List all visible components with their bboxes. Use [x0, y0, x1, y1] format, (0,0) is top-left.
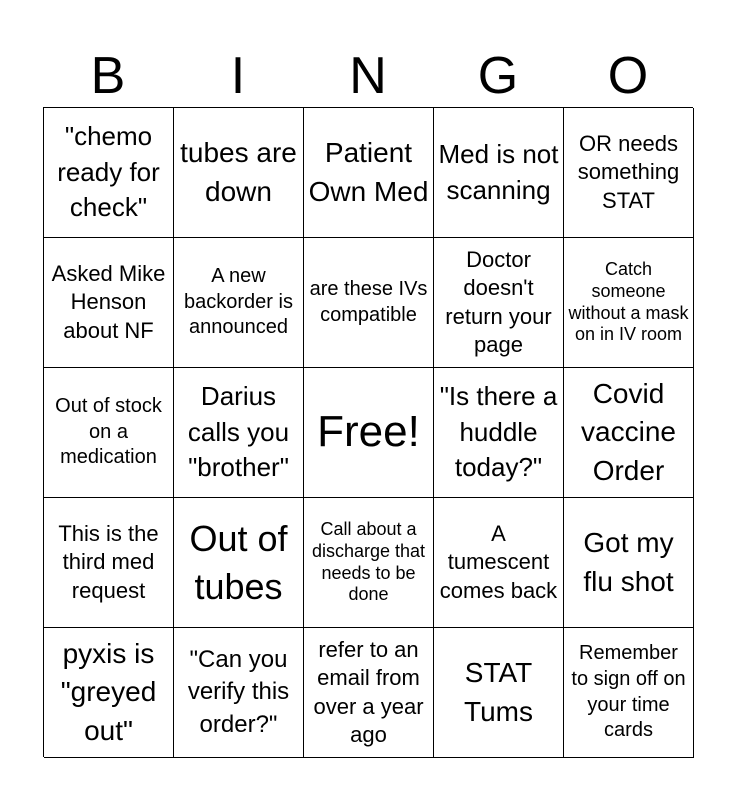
bingo-cell-r1-c3[interactable]: [304, 108, 434, 238]
bingo-cell-r4-c5[interactable]: [564, 498, 694, 628]
bingo-cell-text: Doctor doesn't return your page: [445, 247, 552, 357]
bingo-cell-text: Asked Mike Henson about NF: [51, 261, 166, 343]
bingo-cell-r4-c4[interactable]: [434, 498, 564, 628]
bingo-cell-r4-c2[interactable]: [174, 498, 304, 628]
bingo-cell-r3-c4[interactable]: [434, 368, 564, 498]
bingo-cell-text: Out of stock on a medication: [55, 395, 162, 469]
bingo-cell-r5-c4[interactable]: [434, 628, 564, 758]
bingo-cell-text: Out of tubes: [189, 517, 288, 607]
bingo-cell-r5-c5[interactable]: [564, 628, 694, 758]
bingo-cell-text: Catch someone without a mask on in IV room: [568, 258, 689, 345]
bingo-cell-text: This is the third med request: [58, 521, 159, 603]
bingo-cell-text: Covid vaccine Order: [581, 377, 676, 486]
bingo-cell-text: Patient Own Med: [308, 136, 429, 207]
bingo-board: [43, 107, 693, 757]
bingo-cell-r5-c3[interactable]: [304, 628, 434, 758]
header-letter-g: G: [477, 47, 519, 105]
bingo-cell-r5-c2[interactable]: [174, 628, 304, 758]
bingo-cell-r3-c5[interactable]: [564, 368, 694, 498]
bingo-cell-r2-c1[interactable]: [44, 238, 174, 368]
bingo-cell-r5-c1[interactable]: [44, 628, 174, 758]
bingo-cell-text: A new backorder is announced: [184, 265, 293, 339]
header-letter-n: N: [349, 47, 387, 105]
bingo-cell-text: Got my flu shot: [583, 526, 674, 597]
bingo-cell-text: OR needs something STAT: [577, 131, 680, 213]
bingo-cell-r2-c2[interactable]: [174, 238, 304, 368]
bingo-cell-r2-c5[interactable]: [564, 238, 694, 368]
bingo-cell-text: "chemo ready for check": [57, 121, 160, 223]
bingo-cell-text: are these IVs compatible: [309, 277, 428, 326]
bingo-cell-r1-c5[interactable]: [564, 108, 694, 238]
bingo-cell-text: A tumescent comes back: [439, 521, 558, 603]
bingo-cell-text: tubes are down: [180, 136, 297, 207]
header-letter-b: B: [90, 47, 126, 105]
bingo-cell-r4-c1[interactable]: [44, 498, 174, 628]
bingo-header: [43, 44, 693, 108]
bingo-cell-text: Free!: [317, 407, 420, 457]
bingo-cell-r3-c2[interactable]: [174, 368, 304, 498]
bingo-free-space[interactable]: [304, 368, 434, 498]
bingo-cell-text: pyxis is "greyed out": [60, 637, 157, 746]
bingo-cell-text: Remember to sign off on your time cards: [571, 642, 686, 742]
header-letter-o: O: [607, 47, 649, 105]
bingo-cell-r2-c4[interactable]: [434, 238, 564, 368]
bingo-cell-text: refer to an email from over a year ago: [313, 637, 424, 747]
bingo-cell-text: "Can you verify this order?": [187, 645, 290, 738]
bingo-cell-text: Call about a discharge that needs to be done: [311, 518, 426, 605]
bingo-cell-text: "Is there a huddle today?": [439, 381, 558, 483]
bingo-cell-r3-c1[interactable]: [44, 368, 174, 498]
bingo-cell-r1-c2[interactable]: [174, 108, 304, 238]
bingo-cell-r4-c3[interactable]: [304, 498, 434, 628]
bingo-cell-text: STAT Tums: [464, 656, 533, 727]
bingo-cell-r1-c1[interactable]: [44, 108, 174, 238]
bingo-cell-r1-c4[interactable]: [434, 108, 564, 238]
bingo-cell-r2-c3[interactable]: [304, 238, 434, 368]
header-letter-i: I: [230, 47, 246, 105]
bingo-cell-text: Med is not scanning: [438, 139, 559, 205]
bingo-cell-text: Darius calls you "brother": [187, 381, 290, 483]
